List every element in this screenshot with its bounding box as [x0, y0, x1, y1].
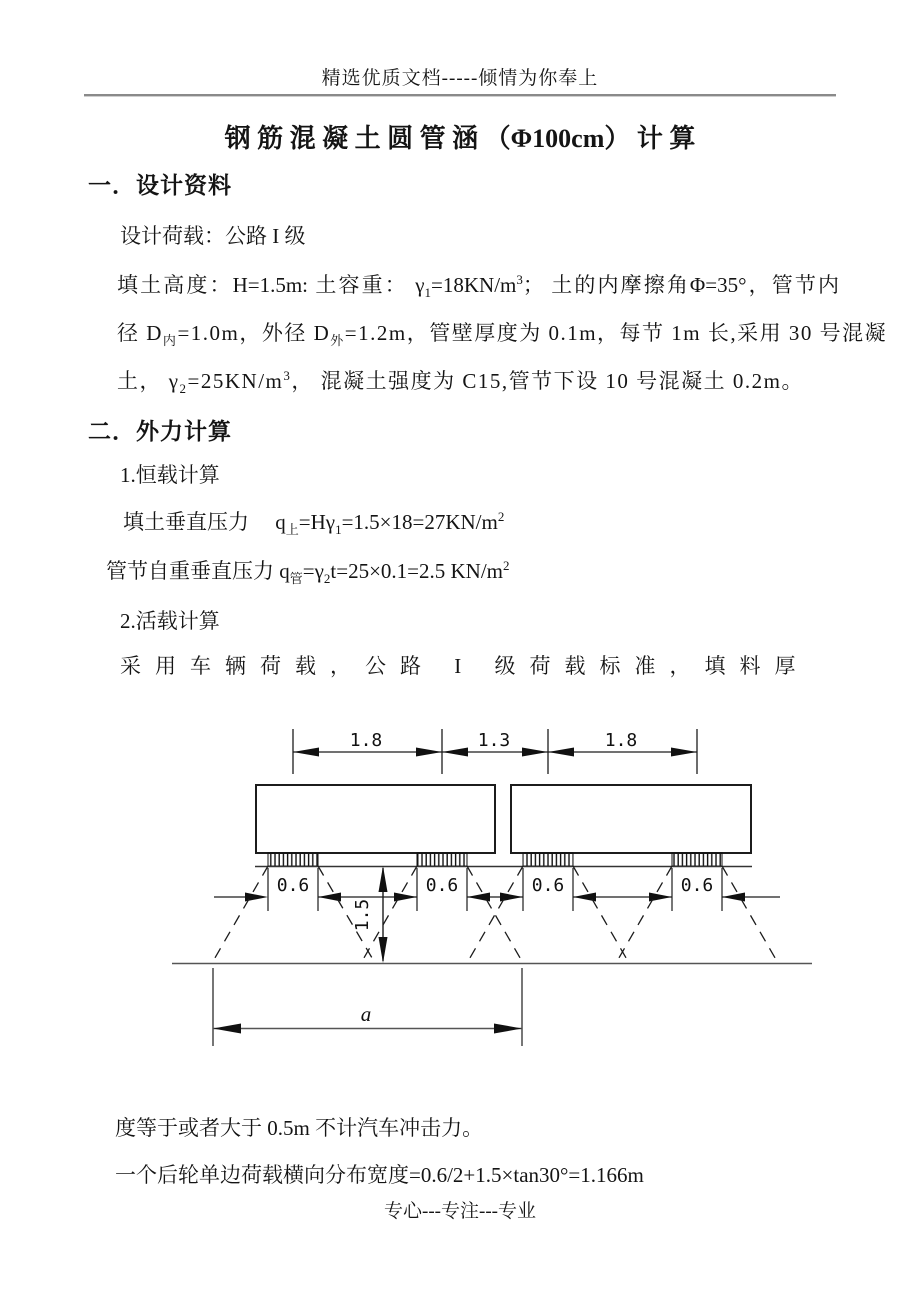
superscript: 2	[503, 558, 510, 573]
subscript: 外	[330, 333, 345, 348]
section2-heading: 二．外力计算	[88, 419, 232, 444]
subscript: 1	[335, 522, 342, 537]
superscript: 3	[283, 368, 292, 383]
text-run: =1.2m，管壁厚度为 0.1m，每节 1m 长,采用 30 号混凝	[344, 321, 888, 345]
text-run: 土， γ	[117, 369, 180, 393]
dim-label-1-8-right: 1.8	[604, 730, 638, 751]
note-impact: 度等于或者大于 0.5m 不计汽车冲击力。	[115, 1116, 484, 1140]
dim-label-0-6-3: 0.6	[531, 875, 565, 896]
dim-label-1-5: 1.5	[352, 898, 373, 932]
subscript: 1	[424, 285, 432, 300]
vehicle-body-left	[256, 785, 495, 853]
live-load-heading: 2.活载计算	[120, 609, 220, 633]
note-distribution-width: 一个后轮单边荷载横向分布宽度=0.6/2+1.5×tan30°=1.166m	[115, 1163, 644, 1187]
subscript: 上	[285, 522, 299, 537]
vehicle-body-right	[511, 785, 751, 853]
dim-label-0-6-1: 0.6	[276, 875, 310, 896]
text-run: 径 D	[117, 321, 163, 345]
text-run: t=25×0.1=2.5 KN/m	[330, 559, 504, 583]
text-run: =1.0m，外径 D	[177, 321, 331, 345]
dim-label-a: a	[360, 1002, 372, 1026]
superscript: 3	[516, 272, 523, 287]
page-title: 钢 筋 混 凝 土 圆 管 涵 （Φ100cm） 计 算	[224, 124, 696, 153]
text-run: ， 混凝土强度为 C15,管节下设 10 号混凝土 0.2m。	[291, 369, 804, 393]
text-run: =25KN/m	[187, 369, 284, 393]
wheel-dim-extension-lines	[268, 868, 722, 911]
subscript: 管	[289, 571, 303, 586]
text-run: =Hγ	[298, 510, 336, 534]
text-run: 填土垂直压力 q	[123, 510, 286, 534]
text-run: ； 土的内摩擦角Φ=35°，管节内	[522, 273, 839, 297]
dim-label-1-3: 1.3	[477, 730, 511, 751]
section1-heading: 一．设计资料	[88, 173, 232, 198]
subscript: 内	[162, 333, 178, 348]
dim-label-0-6-4: 0.6	[680, 875, 714, 896]
text-run: =18KN/m	[431, 273, 517, 297]
footer-text: 专心---专注---专业	[384, 1201, 536, 1222]
dim-label-0-6-2: 0.6	[425, 875, 459, 896]
text-run: =γ	[302, 559, 324, 583]
subscript: 2	[323, 571, 331, 586]
live-load-text: 采用车辆荷载，公路 I 级荷载标准，填料厚	[120, 654, 810, 678]
wheel-contact-strips	[268, 853, 722, 866]
text-run: 管节自重垂直压力 q	[106, 559, 290, 583]
dead-load-heading: 1.恒载计算	[120, 463, 220, 487]
subscript: 2	[179, 381, 188, 396]
dim-label-1-8-left: 1.8	[349, 730, 383, 751]
header-text: 精选优质文档-----倾情为你奉上	[321, 68, 599, 89]
superscript: 2	[497, 509, 505, 524]
design-load-line: 设计荷载：公路 I 级	[120, 224, 306, 248]
text-run: =1.5×18=27KN/m	[341, 510, 498, 534]
text-run: 填土高度：H=1.5m: 土容重： γ	[117, 273, 425, 297]
